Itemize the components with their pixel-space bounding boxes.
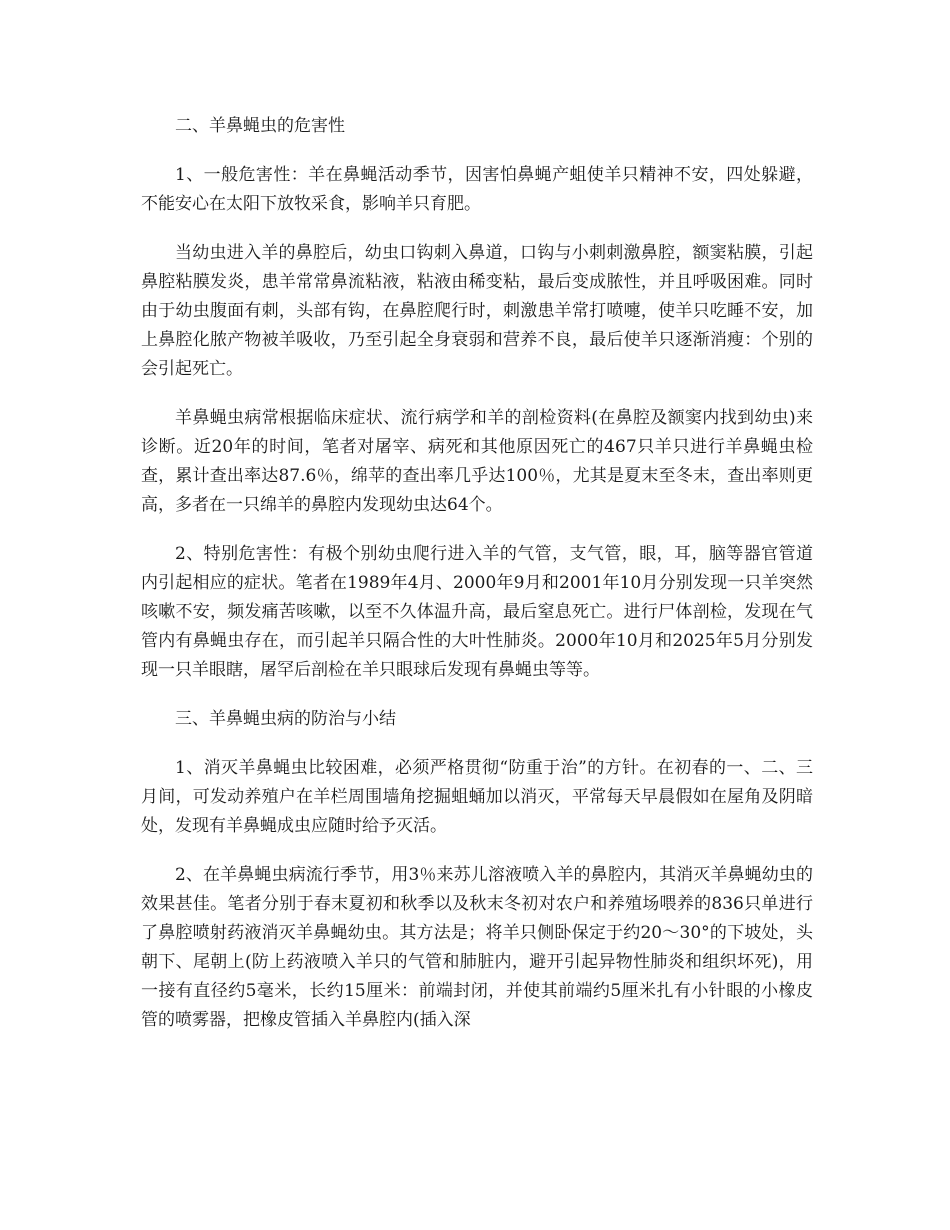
paragraph-prevention-2: 2、在羊鼻蝇虫病流行季节，用3％来苏儿溶液喷入羊的鼻腔内，其消灭羊鼻蝇幼虫的效果甚佳。笔者分别于春末夏初和秋季以及秋末冬初对农户和养殖场喂养的836只单进行了鼻腔喷射药液消灭羊鼻蝇幼虫。其方法是；将羊只侧卧保定于约20～30°的下坡处，头朝下、尾朝上(防上药液喷入羊只的气管和肺脏内，避开引起异物性肺炎和组织坏死)，用一接有直径约5毫米，长约15厘米：前端封闭，并使其前端约5厘米扎有小针眼的小橡皮管的喷雾器，把橡皮管插入羊鼻腔内(插入深 [141, 865, 813, 1030]
paragraph-prevention-1: 1、消灭羊鼻蝇虫比较困难，必须严格贯彻“防重于治”的方针。在初春的一、二、三月间，可发动养殖户在羊栏周围墙角挖掘蛆蛹加以消灭，平常每天早晨假如在屋角及阴暗处，发现有羊鼻蝇成虫应随时给予灭活。 [141, 758, 813, 836]
paragraph-general-hazard: 1、一般危害性：羊在鼻蝇活动季节，因害怕鼻蝇产蛆使羊只精神不安，四处躲避，不能安心在太阳下放牧采食，影响羊只育肥。 [141, 165, 813, 214]
section-heading-prevention: 三、羊鼻蝇虫病的防治与小结 [175, 709, 396, 729]
paragraph-diagnosis: 羊鼻蝇虫病常根据临床症状、流行病学和羊的剖检资料(在鼻腔及额窦内找到幼虫)来诊断。近20年的时间，笔者对屠宰、病死和其他原因死亡的467只羊只进行羊鼻蝇虫检查，累计查出率达87.6％，绵苹的查出率几乎达100％，尤其是夏末至冬末，查出率则更高，多者在一只绵羊的鼻腔内发现幼虫达64个。 [141, 408, 813, 515]
paragraph-special-hazard: 2、特别危害性：有极个别幼虫爬行进入羊的气管，支气管，眼，耳，脑等器官管道内引起相应的症状。笔者在1989年4月、2000年9月和2001年10月分别发现一只羊突然咳嗽不安，频发痛苦咳嗽，以至不久体温升高，最后窒息死亡。进行尸体剖检，发现在气管内有鼻蝇虫存在，而引起羊只隔合性的大叶性肺炎。2000年10月和2025年5月分别发现一只羊眼瞎，屠罕后剖检在羊只眼球后发现有鼻蝇虫等等。 [141, 544, 813, 680]
section-heading-hazards: 二、羊鼻蝇虫的危害性 [175, 116, 345, 136]
document-page [141, 112, 813, 1055]
paragraph-larva-effects: 当幼虫进入羊的鼻腔后，幼虫口钩刺入鼻道，口钩与小刺刺激鼻腔，额窦粘膜，引起鼻腔粘膜发炎，患羊常常鼻流粘液，粘液由稀变粘，最后变成脓性，并且呼吸困难。同时由于幼虫腹面有刺，头部有钩，在鼻腔爬行时，刺激患羊常打喷嚏，使羊只吃睡不安，加上鼻腔化脓产物被羊吸收，乃至引起全身衰弱和营养不良，最后使羊只逐渐消瘦：个别的会引起死亡。 [141, 243, 813, 379]
